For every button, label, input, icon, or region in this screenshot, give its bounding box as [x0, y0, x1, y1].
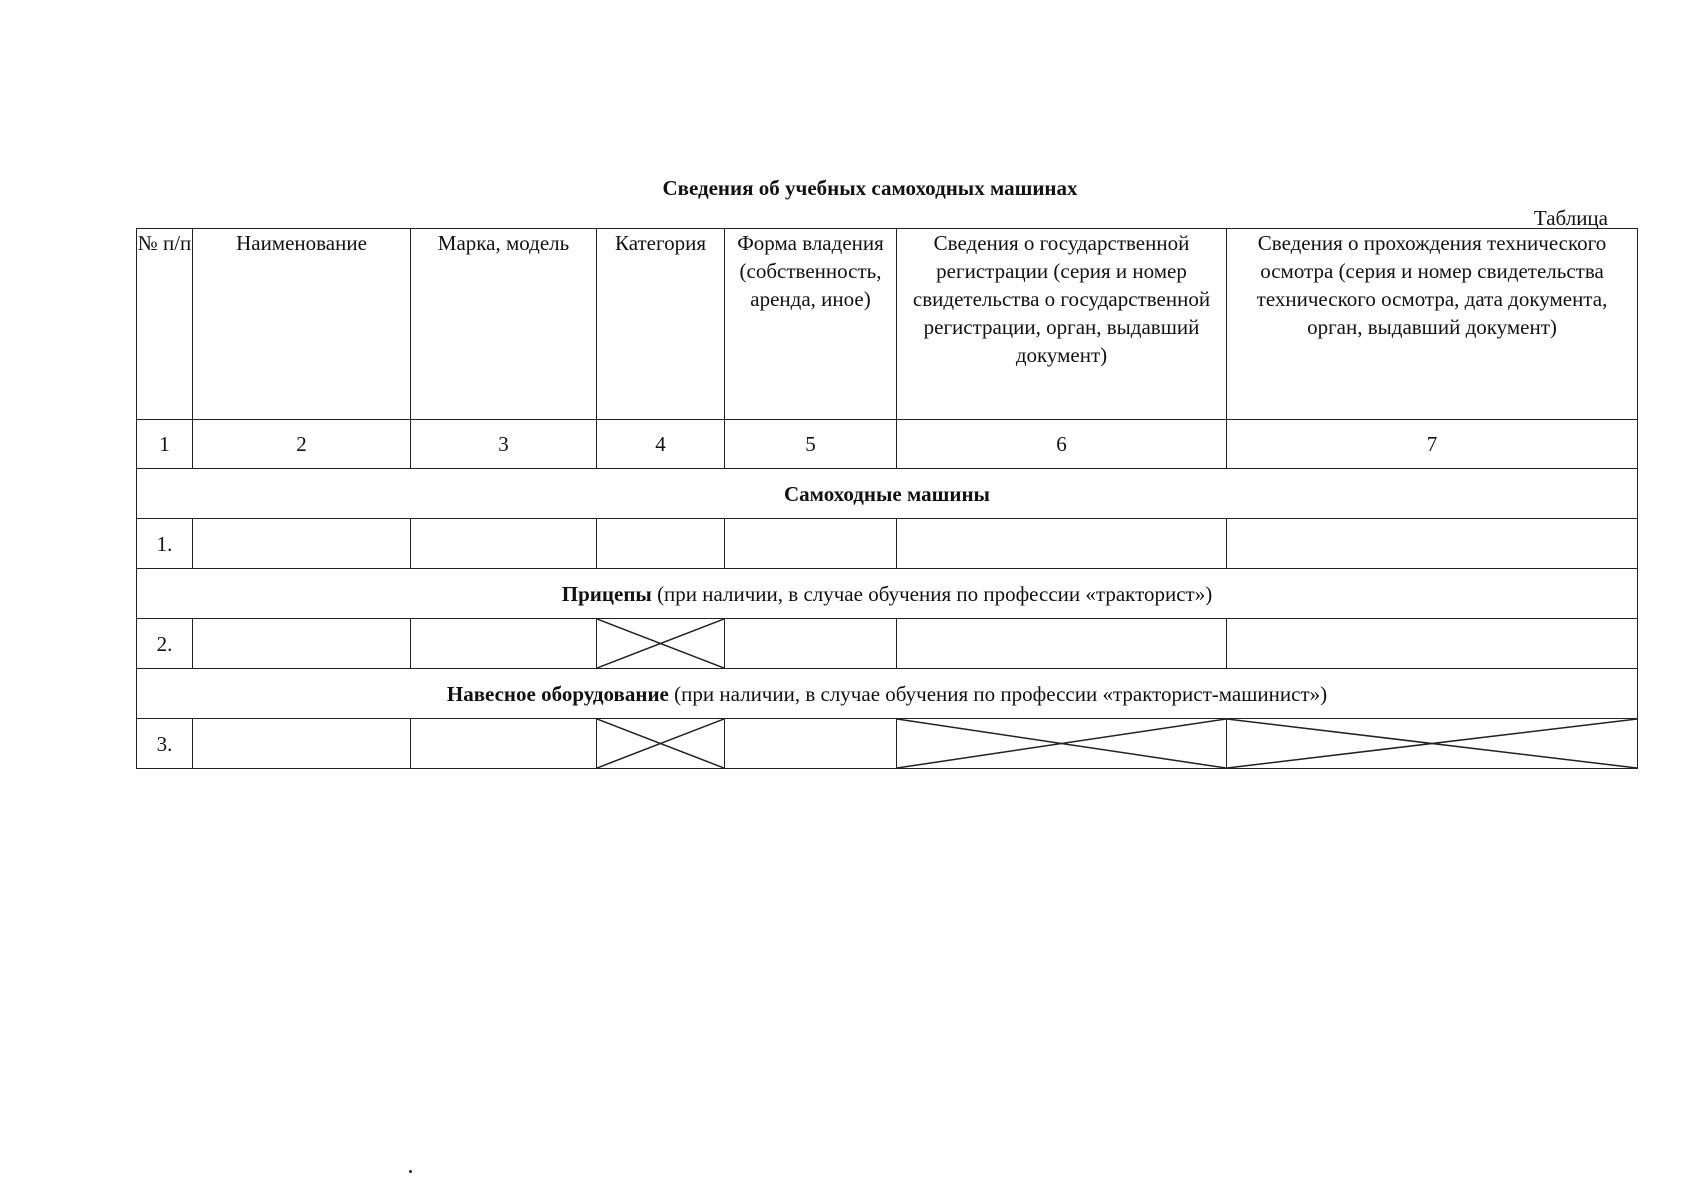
table-label: Таблица — [1533, 206, 1608, 230]
cell-inspection — [1227, 519, 1638, 569]
column-number-row — [137, 420, 1638, 469]
section-title-rest: (при наличии, в случае обучения по профессии «тракторист-машинист») — [668, 681, 1328, 706]
cell-registration-crossed — [897, 719, 1227, 769]
cell-inspection — [1227, 619, 1638, 669]
cell-registration — [897, 619, 1227, 669]
cell-ownership — [725, 519, 897, 569]
row-number: 1. — [137, 519, 193, 569]
section-title — [137, 669, 1638, 719]
table-row — [137, 519, 1638, 569]
column-number: 1 — [137, 420, 193, 469]
header-ownership: Форма владения (собственность, аренда, иное) — [725, 229, 897, 420]
section-title — [137, 569, 1638, 619]
cell-category-crossed — [597, 719, 725, 769]
header-brand-model: Марка, модель — [411, 229, 597, 420]
column-number: 2 — [193, 420, 411, 469]
section-title — [137, 469, 1638, 519]
scan-speck — [409, 1170, 412, 1173]
cell-name — [193, 619, 411, 669]
cross-out-mark — [597, 619, 724, 668]
section-trailers — [137, 569, 1638, 619]
column-number: 4 — [597, 420, 725, 469]
section-attachments — [137, 669, 1638, 719]
section-title-bold: Навесное оборудование — [446, 681, 669, 706]
header-number: № п/п — [137, 229, 193, 420]
cell-category-crossed — [597, 619, 725, 669]
cell-brand-model — [411, 519, 597, 569]
section-self-propelled — [137, 469, 1638, 519]
cell-name — [193, 719, 411, 769]
document-title: Сведения об учебных самоходных машинах — [662, 176, 1078, 200]
header-inspection: Сведения о прохождения технического осмотра (серия и номер свидетельства технического осмотра, дата документа, орган, выдавший документ) — [1227, 229, 1638, 420]
header-category: Категория — [597, 229, 725, 420]
header-row — [137, 229, 1638, 420]
cell-name — [193, 519, 411, 569]
row-number: 3. — [137, 719, 193, 769]
header-name: Наименование — [193, 229, 411, 420]
row-number: 2. — [137, 619, 193, 669]
table-row — [137, 719, 1638, 769]
header-registration: Сведения о государственной регистрации (серия и номер свидетельства о государственной регистрации, орган, выдавший документ) — [897, 229, 1227, 420]
cell-category — [597, 519, 725, 569]
table-row — [137, 619, 1638, 669]
column-number: 6 — [897, 420, 1227, 469]
cross-out-mark — [897, 719, 1226, 768]
cross-out-mark — [1227, 719, 1637, 768]
cell-ownership — [725, 719, 897, 769]
cross-out-mark — [597, 719, 724, 768]
cell-inspection-crossed — [1227, 719, 1638, 769]
cell-brand-model — [411, 719, 597, 769]
column-number: 3 — [411, 420, 597, 469]
machines-table — [136, 228, 1638, 769]
column-number: 7 — [1227, 420, 1638, 469]
cell-registration — [897, 519, 1227, 569]
column-number: 5 — [725, 420, 897, 469]
cell-brand-model — [411, 619, 597, 669]
section-title-bold: Самоходные машины — [784, 481, 990, 506]
section-title-bold: Прицепы — [561, 581, 652, 606]
cell-ownership — [725, 619, 897, 669]
section-title-rest: (при наличии, в случае обучения по профессии «тракторист») — [651, 581, 1213, 606]
